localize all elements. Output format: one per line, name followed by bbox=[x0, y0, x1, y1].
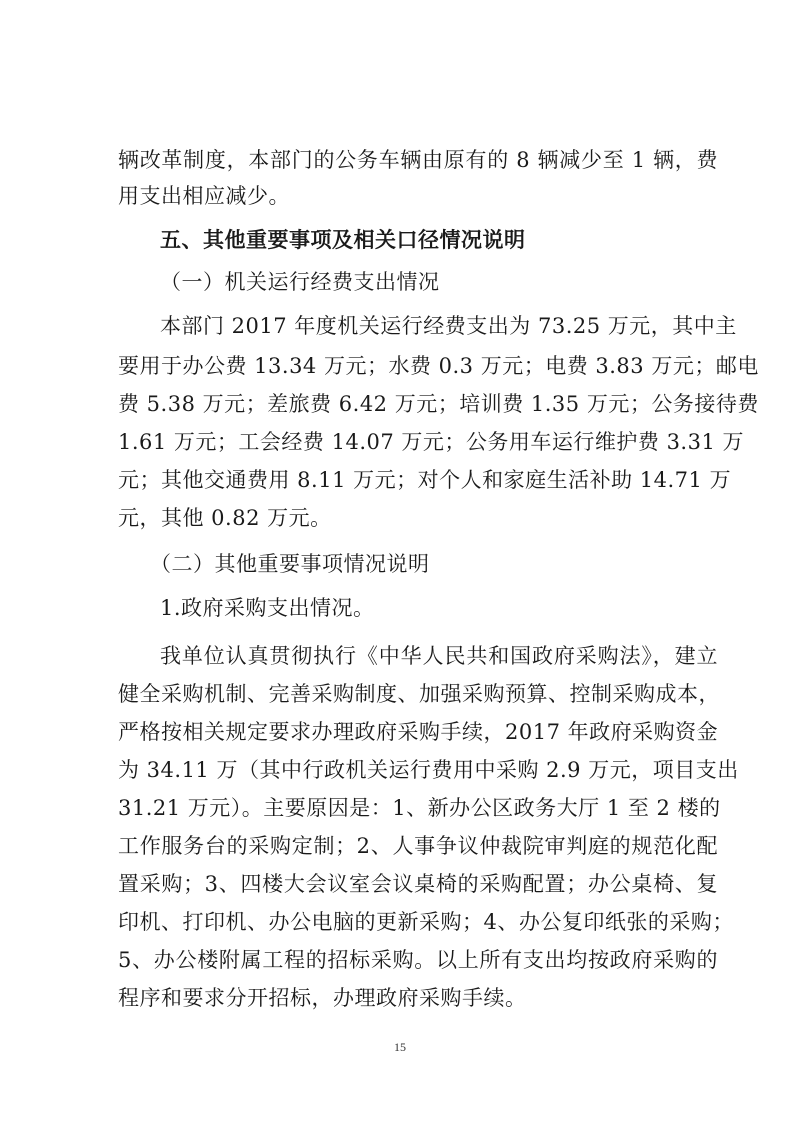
paragraph-line: 31.21 万元）。主要原因是：1、新办公区政务大厅 1 至 2 楼的 bbox=[118, 796, 721, 820]
paragraph-line: 我单位认真贯彻执行《中华人民共和国政府采购法》，建立 bbox=[160, 644, 718, 668]
paragraph-line: 本部门 2017 年度机关运行经费支出为 73.25 万元，其中主 bbox=[160, 314, 737, 338]
paragraph-line: 元；其他交通费用 8.11 万元；对个人和家庭生活补助 14.71 万 bbox=[118, 468, 732, 492]
paragraph-line: 健全采购机制、完善采购制度、加强采购预算、控制采购成本， bbox=[118, 682, 720, 706]
item-heading: 1.政府采购支出情况。 bbox=[160, 596, 375, 620]
page-number: 15 bbox=[394, 1040, 406, 1054]
subsection-heading: （一）机关运行经费支出情况 bbox=[160, 270, 440, 294]
paragraph-line: 要用于办公费 13.34 万元；水费 0.3 万元；电费 3.83 万元；邮电 bbox=[118, 354, 759, 378]
paragraph-line: 用支出相应减少。 bbox=[118, 184, 290, 208]
paragraph-line: 严格按相关规定要求办理政府采购手续，2017 年政府采购资金 bbox=[118, 720, 719, 744]
paragraph-line: 费 5.38 万元；差旅费 6.42 万元；培训费 1.35 万元；公务接待费 bbox=[118, 392, 759, 416]
paragraph-line: 程序和要求分开招标，办理政府采购手续。 bbox=[118, 986, 527, 1010]
paragraph-line: 辆改革制度，本部门的公务车辆由原有的 8 辆减少至 1 辆，费 bbox=[118, 148, 718, 172]
paragraph-line: 5、办公楼附属工程的招标采购。以上所有支出均按政府采购的 bbox=[118, 948, 718, 972]
paragraph-line: 置采购；3、四楼大会议室会议桌椅的采购配置；办公桌椅、复 bbox=[118, 872, 718, 896]
subsection-heading: （二）其他重要事项情况说明 bbox=[150, 552, 430, 576]
paragraph-line: 为 34.11 万（其中行政机关运行费用中采购 2.9 万元，项目支出 bbox=[118, 758, 739, 782]
paragraph-line: 印机、打印机、办公电脑的更新采购；4、办公复印纸张的采购； bbox=[118, 910, 734, 934]
paragraph-line: 1.61 万元；工会经费 14.07 万元；公务用车运行维护费 3.31 万 bbox=[118, 430, 745, 454]
paragraph-line: 元，其他 0.82 万元。 bbox=[118, 506, 332, 530]
paragraph-line: 工作服务台的采购定制；2、人事争议仲裁院审判庭的规范化配 bbox=[118, 834, 718, 858]
section-heading: 五、其他重要事项及相关口径情况说明 bbox=[160, 228, 526, 252]
